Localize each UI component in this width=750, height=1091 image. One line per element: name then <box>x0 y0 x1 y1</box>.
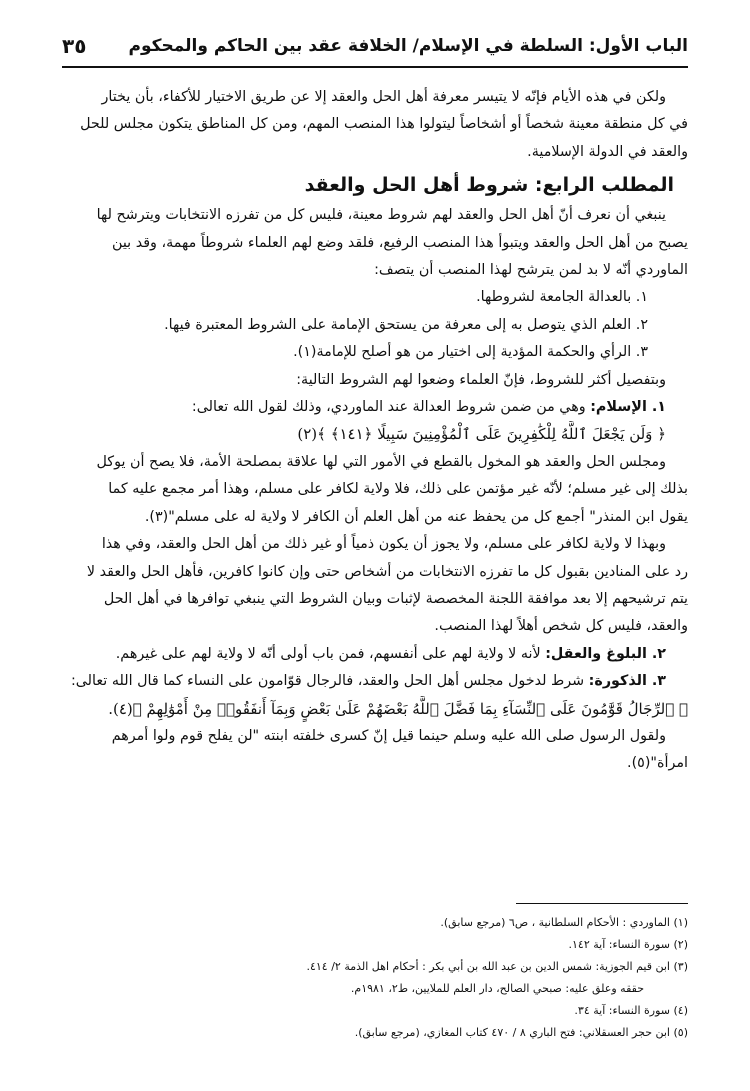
body-line: رد على المنادين بقبول كل ما تفرزه الانتخابات من أشخاص حتى وإن كانوا كافرين، فأهل الحل والعقد لا <box>86 563 688 580</box>
condition-label: ٣. الذكورة: <box>588 673 666 690</box>
body-line: في كل منطقة معينة شخصاً أو أشخاصاً ليتولوا هذا المنصب المهم، ومن كل المناطق يتكون مجلس للحل <box>80 116 688 133</box>
page-number: ٣٥ <box>62 34 87 58</box>
body-line: يصبح من أهل الحل والعقد ويتبوأ هذا المنصب الرفيع، فلقد وضع لهم العلماء شروطاً مهمة، وقد بين <box>111 234 688 251</box>
body-line: وبهذا لا ولاية لكافر على مسلم، ولا يجوز أن يكون ذمياً أو غير ذلك من أهل الحل والعقد، وفي هذا <box>101 536 666 553</box>
body-line <box>60 668 688 695</box>
body-line: ٣. الرأي والحكمة المؤدية إلى اختيار من هو أصلح للإمامة(١). <box>293 344 648 361</box>
running-title: الباب الأول: السلطة في الإسلام/ الخلافة عقد بين الحاكم والمحكوم <box>128 36 688 56</box>
condition-text: لأنه لا ولاية لهم على أنفسهم، فمن باب أولى أنّه لا ولاية لهم على غيرهم. <box>115 645 546 662</box>
page-header <box>62 30 688 68</box>
condition-text: وهي من ضمن شروط العدالة عند الماوردي، وذلك لقول الله تعالى: <box>191 399 591 416</box>
footnote: (١) الماوردي : الأحكام السلطانية ، ص٦ (مرجع سابق). <box>440 916 688 929</box>
body-line: بذلك إلى غير مسلم؛ لأنّه غير مؤتمن على ذلك، فلا ولاية لكافر على مسلم، وهذا أمر مجمع عليه كما <box>108 481 688 498</box>
footnote: (٤) سورة النساء: آية ٣٤. <box>574 1004 688 1017</box>
body-line: ١. بالعدالة الجامعة لشروطها. <box>476 289 648 306</box>
footnote: حققه وعلق عليه: صبحي الصالح، دار العلم للملايين، ط٢، ١٩٨١م. <box>350 982 644 995</box>
body-line: ومجلس الحل والعقد هو المخول بالقطع في الأمور التي لها علاقة بمصلحة الأمة، فلا يصح أن يوكل <box>96 453 666 470</box>
footnotes <box>60 903 688 1044</box>
body-line: الماوردي أنّه لا بد لمن يترشح لهذا المنصب أن يتصف: <box>374 262 688 279</box>
body-line: امرأة"(٥). <box>627 755 688 772</box>
body-line: يتم ترشيحهم إلا بعد موافقة اللجنة المخصصة لإثبات وبيان الشروط التي ينبغي توافرها في أهل الحل <box>103 590 688 607</box>
condition-label: ٢. البلوغ والعقل: <box>545 645 666 662</box>
footnote-divider <box>516 903 688 904</box>
body-line: يقول ابن المنذر" أجمع كل من يحفظ عنه من أهل العلم أن الكافر لا ولاية له على مسلم"(٣). <box>144 508 688 525</box>
footnote: (٢) سورة النساء: آية ١٤٢. <box>568 938 688 951</box>
body-line: ولقول الرسول صلى الله عليه وسلم حينما قيل إنّ كسرى خلفته ابنته "لن يفلح قوم ولوا أمرهم <box>111 727 666 744</box>
quran-verse: ﴿ وَلَن يَجْعَلَ ٱللَّهُ لِلْكَٰفِرِينَ عَلَى ٱلْمُؤْمِنِينَ سَبِيلًا ﴿١٤١﴾ ﴾(٢) <box>297 425 666 444</box>
body-line <box>60 641 688 668</box>
body-text <box>60 84 688 778</box>
footnote: (٥) ابن حجر العسقلاني: فتح الباري ٨ / ٤٧٠ كتاب المغازي، (مرجع سابق). <box>354 1026 688 1039</box>
body-line: والعقد، فليس كل شخص أهلاً لهذا المنصب. <box>434 618 688 635</box>
body-line: ولكن في هذه الأيام فإنّه لا يتيسر معرفة أهل الحل والعقد إلا عن طريق الاختيار للأكفاء، بأن يختار <box>101 89 666 105</box>
condition-text: شرط لدخول مجلس أهل الحل والعقد، فالرجال قوّامون على النساء كما قال الله تعالى: <box>70 673 589 690</box>
condition-label: ١. الإسلام: <box>590 399 666 416</box>
body-line <box>60 394 688 421</box>
body-line: والعقد في الدولة الإسلامية. <box>527 143 688 160</box>
footnote: (٣) ابن قيم الجوزية: شمس الدين بن عبد الله بن أبي بكر : أحكام اهل الذمة ٢/ ٤١٤. <box>306 960 688 973</box>
body-line: ٢. العلم الذي يتوصل به إلى معرفة من يستحق الإمامة على الشروط المعتبرة فيها. <box>164 316 648 333</box>
body-line: وبتفصيل أكثر للشروط، فإنّ العلماء وضعوا لهم الشروط التالية: <box>296 371 666 388</box>
section-heading: المطلب الرابع: شروط أهل الحل والعقد <box>304 174 674 197</box>
body-line: ينبغي أن نعرف أنّ أهل الحل والعقد لهم شروط معينة، فليس كل من تفرزه الانتخابات ويترشح لها <box>96 207 666 224</box>
quran-verse: ﴿ ٱلرِّجَالُ قَوَّٰمُونَ عَلَى ٱلنِّسَآءِ بِمَا فَضَّلَ ٱللَّهُ بَعْضَهُمْ عَلَىٰ بَعْضٍ وَبِمَآ أَنفَقُوا۟ مِنْ أَمْوَٰلِهِمْ ﴾(٤). <box>108 699 688 718</box>
